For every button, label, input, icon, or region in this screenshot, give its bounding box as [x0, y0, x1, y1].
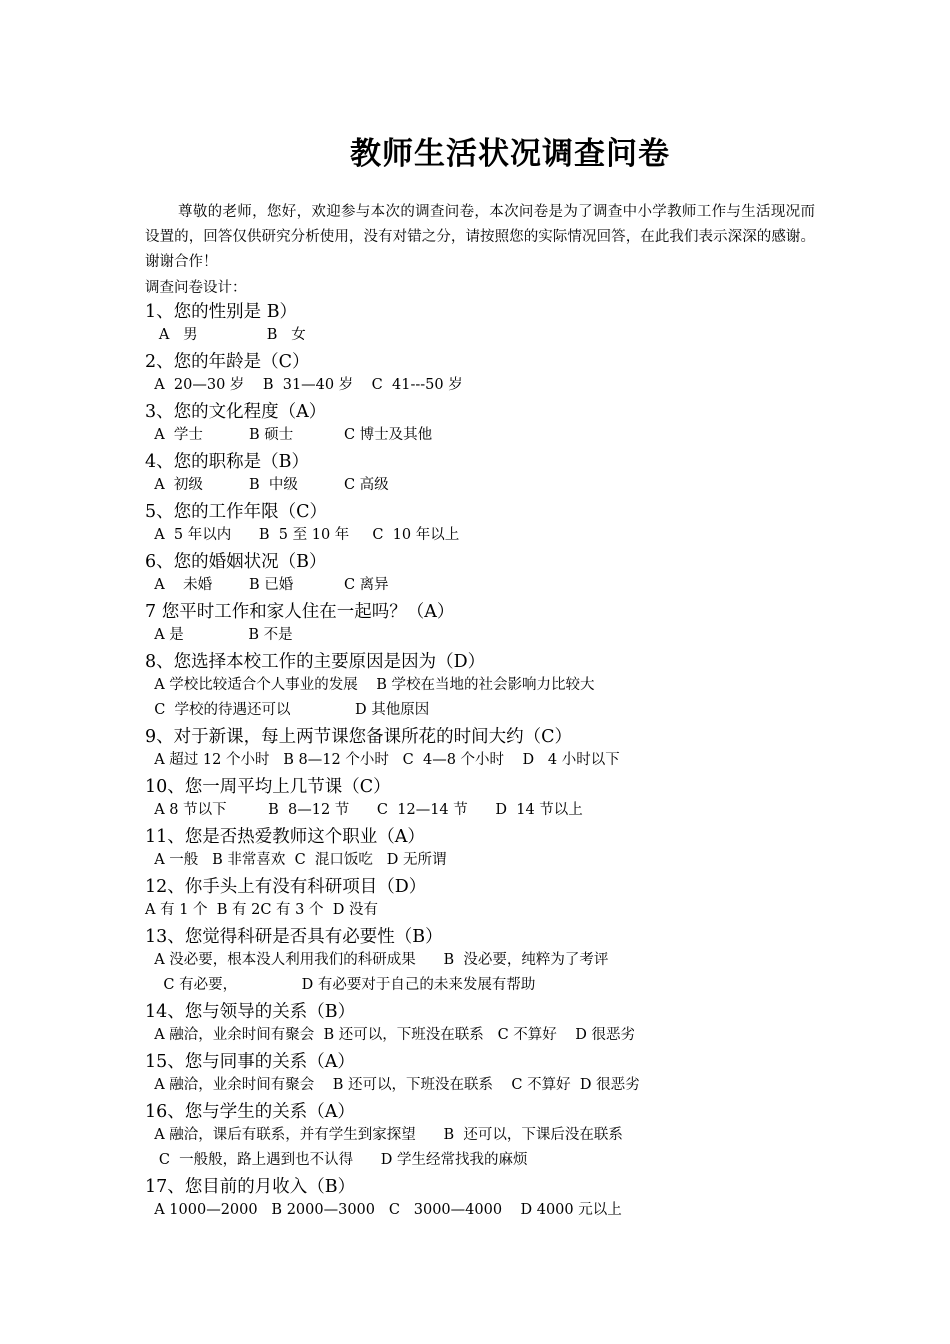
options-line: C 一般般，路上遇到也不认得 D 学生经常找我的麻烦	[145, 1152, 528, 1168]
question-line: 16、您与学生的关系（A）	[145, 1102, 355, 1122]
question-line: 7 您平时工作和家人住在一起吗？（A）	[145, 602, 455, 622]
question-line: 6、您的婚姻状况（B）	[145, 552, 327, 572]
options-line: A 男 B 女	[145, 327, 306, 343]
options-line: A 1000—2000 B 2000—3000 C 3000—4000 D 4000 元以上	[145, 1202, 622, 1218]
options-line: A 5 年以内 B 5 至 10 年 C 10 年以上	[145, 527, 460, 543]
options-line: A 是 B 不是	[145, 627, 293, 643]
options-line: A 未婚 B 已婚 C 离异	[145, 577, 389, 593]
options-line: A 8 节以下 B 8—12 节 C 12—14 节 D 14 节以上	[145, 802, 583, 818]
question-line: 13、您觉得科研是否具有必要性（B）	[145, 927, 443, 947]
question-line: 2、您的年龄是（C）	[145, 352, 310, 372]
question-line: 1、您的性别是 B）	[145, 302, 298, 322]
question-line: 5、您的工作年限（C）	[145, 502, 328, 522]
options-line: A 学校比较适合个人事业的发展 B 学校在当地的社会影响力比较大	[145, 677, 595, 693]
options-line: C 学校的待遇还可以 D 其他原因	[145, 702, 430, 718]
design-label: 调查问卷设计：	[145, 280, 247, 296]
options-line: A 没必要，根本没人利用我们的科研成果 B 没必要，纯粹为了考评	[145, 952, 609, 968]
question-line: 4、您的职称是（B）	[145, 452, 309, 472]
intro-paragraph	[145, 200, 815, 275]
intro-text: 尊敬的老师，您好，欢迎参与本次的调查问卷，本次问卷是为了调查中小学教师工作与生活现况而设置的，回答仅供研究分析使用，没有对错之分，请按照您的实际情况回答，在此我们表示深深的感谢。谢谢合作！	[145, 204, 815, 270]
question-line: 14、您与领导的关系（B）	[145, 1002, 356, 1022]
question-line: 12、你手头上有没有科研项目（D）	[145, 877, 427, 897]
options-line: C 有必要， D 有必要对于自己的未来发展有帮助	[145, 977, 536, 993]
options-line: A 一般 B 非常喜欢 C 混口饭吃 D 无所谓	[145, 852, 447, 868]
options-line: A 有 1 个 B 有 2C 有 3 个 D 没有	[145, 902, 378, 918]
options-line: A 初级 B 中级 C 高级	[145, 477, 389, 493]
question-line: 3、您的文化程度（A）	[145, 402, 327, 422]
question-line: 15、您与同事的关系（A）	[145, 1052, 355, 1072]
options-line: A 融洽，业余时间有聚会 B 还可以，下班没在联系 C 不算好 D 很恶劣	[145, 1077, 640, 1093]
options-line: A 学士 B 硕士 C 博士及其他	[145, 427, 433, 443]
options-line: A 融洽，课后有联系，并有学生到家探望 B 还可以，下课后没在联系	[145, 1127, 623, 1143]
page-title: 教师生活状况调查问卷	[350, 136, 670, 172]
question-line: 9、对于新课，每上两节课您备课所花的时间大约（C）	[145, 727, 573, 747]
options-line: A 20—30 岁 B 31—40 岁 C 41---50 岁	[145, 377, 463, 393]
options-line: A 超过 12 个小时 B 8—12 个小时 C 4—8 个小时 D 4 小时以下	[145, 752, 620, 768]
question-line: 11、您是否热爱教师这个职业（A）	[145, 827, 425, 847]
question-line: 10、您一周平均上几节课（C）	[145, 777, 391, 797]
question-line: 8、您选择本校工作的主要原因是因为（D）	[145, 652, 486, 672]
options-line: A 融洽，业余时间有聚会 B 还可以，下班没在联系 C 不算好 D 很恶劣	[145, 1027, 635, 1043]
question-line: 17、您目前的月收入（B）	[145, 1177, 356, 1197]
